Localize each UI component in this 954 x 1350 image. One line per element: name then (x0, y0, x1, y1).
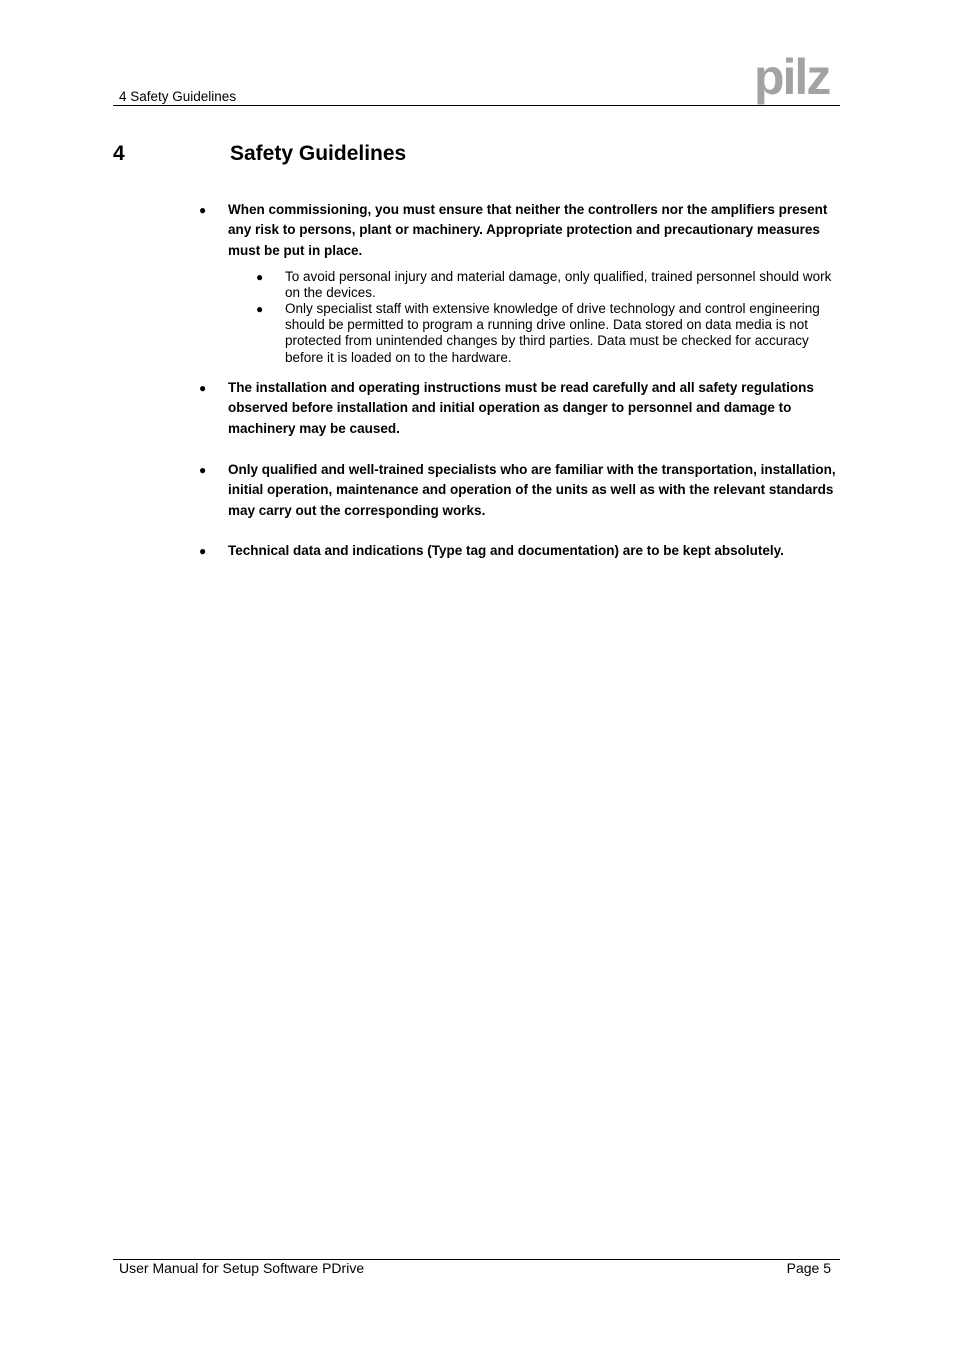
page-number: Page 5 (786, 1260, 831, 1276)
sub-bullet-item: ● Only specialist staff with extensive knowledge of drive technology and control engineering should be permitted to program a running drive online. Data stored on data media is not protected from unintended changes by third parties. Data must be checked for accuracy before it is loaded on to the hardware. (285, 301, 845, 366)
header-divider (113, 105, 840, 106)
section-title: Safety Guidelines (230, 142, 407, 165)
running-header: 4 Safety Guidelines (119, 89, 237, 104)
bullet-item: ● Only qualified and well-trained specialists who are familiar with the transportation, installation, initial operation, maintenance and operation of the units as well as with the relevant standards may carry out the corresponding works. (228, 460, 843, 521)
pilz-logo: pilz (754, 49, 830, 105)
section-number: 4 (113, 142, 125, 165)
bullet-item: ● Technical data and indications (Type tag and documentation) are to be kept absolutely. (228, 541, 843, 561)
bullet-item: ● The installation and operating instructions must be read carefully and all safety regulations observed before installation and initial operation as danger to personnel and damage to machinery may be caused. (228, 378, 843, 439)
bullet-item: ● When commissioning, you must ensure that neither the controllers nor the amplifiers present any risk to persons, plant or machinery. Appropriate protection and precautionary measures must be put in place. (228, 200, 843, 261)
footer-title: User Manual for Setup Software PDrive (119, 1260, 365, 1276)
sub-bullet-item: ● To avoid personal injury and material damage, only qualified, trained personnel should work on the devices. (285, 269, 845, 301)
